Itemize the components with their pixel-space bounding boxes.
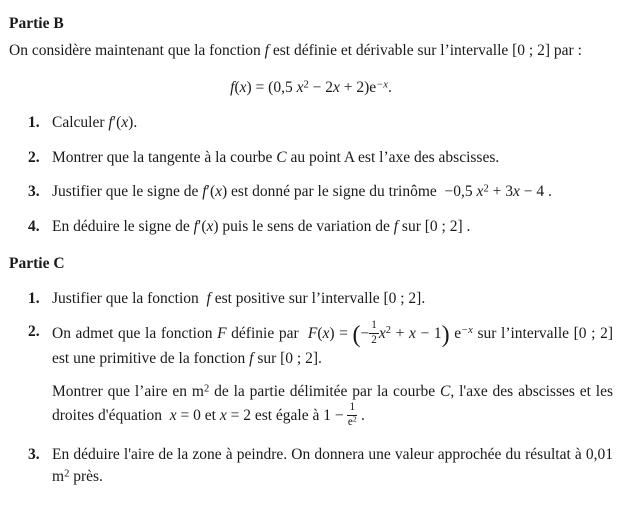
text-segment: On admet que la fonction — [52, 324, 218, 342]
text-segment: f — [393, 218, 399, 236]
question-c3 — [9, 444, 613, 487]
text-segment: près. — [69, 468, 103, 486]
question-body — [52, 321, 613, 429]
text-segment: sur [0 ; 2] . — [398, 218, 471, 236]
text-segment: ′( — [206, 183, 216, 201]
question-number: 2. — [28, 323, 40, 341]
text-segment: −x — [461, 325, 473, 337]
question-b1 — [9, 112, 613, 134]
question-number: 4. — [28, 218, 40, 236]
text-segment: ) = — [329, 324, 353, 342]
math-fraction — [369, 320, 379, 346]
text-segment: − 4 . — [519, 183, 552, 201]
text-segment: x — [219, 406, 227, 424]
fraction-denominator — [369, 334, 379, 347]
text-segment: x — [378, 324, 386, 342]
text-segment: x — [239, 79, 247, 97]
text-segment: = 0 et — [176, 406, 220, 424]
text-segment: Montrer que la tangente à la courbe — [52, 148, 277, 166]
text-segment: f — [264, 41, 269, 59]
text-segment: − 1 — [415, 324, 442, 342]
question-number: 3. — [28, 183, 40, 201]
text-segment: −x — [376, 79, 388, 91]
text-segment: x — [169, 406, 177, 424]
text-segment: . — [387, 79, 392, 97]
text-segment: x — [206, 218, 214, 236]
question-number: 3. — [28, 446, 40, 464]
question-text — [52, 112, 613, 134]
text-segment: ( — [234, 79, 240, 97]
text-segment: 2 — [483, 183, 489, 195]
partie-b-intro — [9, 40, 613, 62]
question-b4 — [9, 216, 613, 238]
text-segment: x — [408, 324, 416, 342]
text-segment: f — [230, 79, 235, 97]
question-b3 — [9, 181, 613, 203]
question-number: 1. — [28, 289, 40, 307]
text-segment: ′( — [197, 218, 207, 236]
fraction-denominator — [347, 416, 357, 429]
text-segment: Justifier que la fonction — [52, 289, 207, 307]
text-segment: 2 — [203, 383, 210, 395]
question-text — [52, 181, 613, 203]
text-segment: x — [476, 183, 484, 201]
partie-c-section — [9, 253, 613, 488]
text-segment: 2 — [352, 414, 357, 424]
text-segment: e — [449, 324, 462, 342]
text-segment: x — [512, 183, 520, 201]
text-segment: ( — [317, 324, 323, 342]
question-number: 2. — [28, 148, 40, 166]
text-segment: f — [206, 289, 211, 307]
text-segment: ) puis le sens de variation de — [213, 218, 394, 236]
text-segment: f — [202, 183, 207, 201]
text-segment: − — [360, 324, 370, 342]
text-segment: , l'axe des abscisses et les droites d'équation — [52, 383, 614, 424]
partie-b-section — [9, 13, 613, 238]
partie-c-questions — [9, 288, 613, 488]
text-segment: est positive sur l’intervalle [0 ; 2]. — [210, 289, 426, 307]
question-c1 — [9, 288, 613, 310]
text-segment: 1 — [349, 401, 356, 414]
text-segment: ) — [441, 322, 450, 349]
question-number: 1. — [28, 114, 40, 132]
text-segment: F — [307, 324, 318, 342]
text-segment: Calculer — [52, 114, 109, 132]
text-segment: 2 — [303, 79, 309, 91]
text-segment: 2 — [371, 334, 377, 346]
fraction-numerator — [369, 320, 379, 334]
text-segment: f — [108, 114, 113, 132]
text-segment: − 2 — [308, 79, 333, 97]
text-segment: e — [347, 415, 353, 428]
question-text — [52, 444, 613, 487]
text-segment: Montrer que l’aire en m — [52, 383, 204, 401]
function-definition-formula — [9, 77, 613, 99]
text-segment: de la partie délimitée par la courbe — [209, 383, 441, 401]
text-segment: ′( — [112, 114, 122, 132]
text-segment: ). — [128, 114, 138, 132]
partie-b-questions — [9, 112, 613, 238]
question-sub-paragraph — [52, 381, 613, 429]
text-segment: On considère maintenant que la fonction — [9, 41, 265, 59]
text-segment: Justifier que le signe de — [52, 183, 203, 201]
text-segment: sur [0 ; 2]. — [253, 349, 322, 367]
text-segment: sur l’intervalle [0 ; 2] est une primitive de la fonction — [52, 324, 613, 367]
text-segment: x — [322, 324, 330, 342]
text-segment: 2 — [64, 468, 70, 480]
question-c2 — [9, 321, 613, 429]
text-segment: 2 — [385, 325, 391, 337]
text-segment: définie par — [226, 324, 308, 342]
text-segment: x — [121, 114, 129, 132]
text-segment: x — [296, 79, 304, 97]
text-segment: . — [357, 406, 365, 424]
question-text — [52, 216, 613, 238]
text-segment: au point A est l’axe des abscisses. — [286, 148, 500, 166]
partie-b-heading: Partie B — [9, 15, 64, 32]
text-segment: En déduire le signe de — [52, 218, 194, 236]
text-segment: En déduire l'aire de la zone à peindre. On donnera une valeur approchée du résultat à 0,01 m — [52, 446, 613, 486]
text-segment: 1 — [371, 319, 377, 332]
math-fraction — [347, 402, 357, 428]
text-segment: x — [215, 183, 222, 201]
text-segment: x — [333, 79, 340, 97]
question-text — [52, 147, 613, 169]
text-segment: C — [440, 383, 451, 401]
partie-c-heading: Partie C — [9, 254, 65, 272]
text-segment: ( — [352, 322, 361, 349]
text-segment: + 2)e — [339, 79, 377, 97]
text-segment: = 2 est égale à 1 − — [226, 406, 348, 424]
text-segment: ) = (0,5 — [246, 79, 297, 97]
question-text — [52, 321, 613, 369]
text-segment: + — [391, 324, 409, 342]
text-segment: F — [217, 324, 227, 342]
text-segment: f — [249, 349, 254, 367]
question-text — [52, 288, 613, 310]
text-segment: C — [276, 148, 287, 166]
text-segment: est définie et dérivable sur l’intervalle [0 ; 2] par : — [268, 41, 582, 59]
text-segment: ) est donné par le signe du trinôme −0,5 — [222, 183, 477, 201]
text-segment: f — [193, 218, 198, 236]
text-segment: + 3 — [488, 183, 513, 201]
question-b2 — [9, 147, 613, 169]
